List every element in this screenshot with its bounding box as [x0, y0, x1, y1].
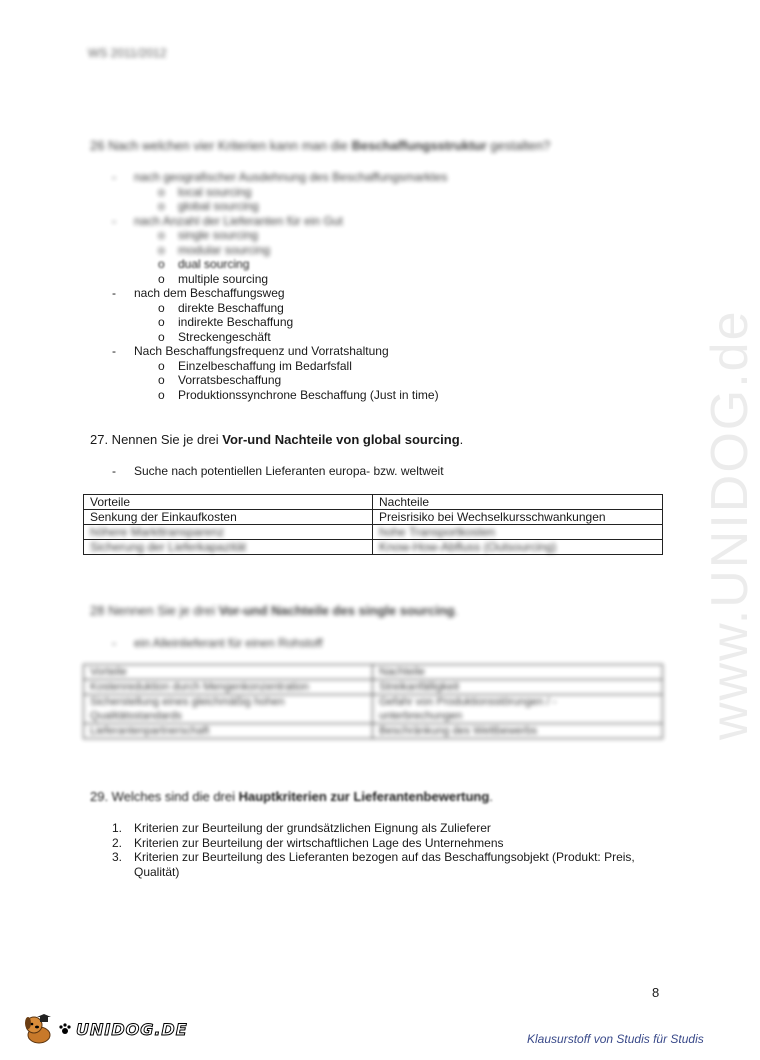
q27-table	[83, 494, 663, 555]
list-item: nach dem Beschaffungsweg	[134, 286, 285, 300]
q29-prefix: 29. Welches sind die drei	[90, 789, 239, 804]
table-cell: Sicherung der Lieferkapazität	[84, 540, 373, 555]
q26-bold: Beschaffungsstruktur	[351, 138, 487, 153]
q26-prefix: 26 Nach welchen vier Kriterien kann man die	[90, 138, 352, 153]
semester-header: WS 2011/2012	[88, 46, 167, 60]
dash: -	[112, 344, 116, 358]
unidog-logo	[22, 1012, 188, 1046]
table-cell: Preisrisiko bei Wechselkursschwankungen	[373, 510, 663, 525]
sub-item: Produktionssynchrone Beschaffung (Just in time)	[178, 387, 439, 402]
logo-text: UNIDOG.DE	[76, 1019, 188, 1039]
dash: -	[112, 170, 116, 184]
list-item: Kriterien zur Beurteilung der wirtschaftlichen Lage des Unternehmens	[134, 835, 504, 850]
dash: -	[112, 286, 116, 300]
table-cell: Know-How-Abfluss (Outsourcing)	[373, 540, 663, 555]
question-29	[90, 789, 493, 804]
sub-item: multiple sourcing	[178, 271, 269, 286]
table-header: Vorteile	[84, 665, 373, 680]
note-text: Suche nach potentiellen Lieferanten europa- bzw. weltweit	[134, 464, 444, 478]
sub-item: modular sourcing	[178, 242, 271, 257]
table-header: Vorteile	[84, 495, 373, 510]
list-item: Kriterien zur Beurteilung der grundsätzlichen Eignung als Zulieferer	[134, 821, 491, 835]
table-cell: Senkung der Einkaufkosten	[84, 510, 373, 525]
q27-suffix: .	[459, 432, 464, 447]
table-cell: Sicherstellung eines gleichmäßig hohen Qualitätsstandards	[84, 695, 373, 724]
q28-bold: Vor-und Nachteile des single sourcing	[218, 603, 455, 618]
table-cell: Beschränkung des Wettbewerbs	[373, 724, 663, 739]
table-cell: Kostenreduktion durch Mengenkonzentration	[84, 680, 373, 695]
question-28	[90, 603, 458, 618]
list-number: 2.	[112, 835, 123, 850]
q26-list: - nach geografischer Ausdehnung des Beschaffungsmarktes o local sourcing o global sourcing - nach Anzahl der Lieferanten für ein Gut o single sourcing o modular sourcing o dual sourcing o multiple sourcing - nach dem Beschaffungsweg o direkte Beschaffung o indirekte Beschaffung o Streckengeschäft - Nach Beschaffungsfrequenz und Vorratshaltung o Einzelbeschaffung im Bedarfsfall o Vorratsbeschaffung o Produktionssynchrone Beschaffung (Just in time)	[112, 170, 448, 402]
dog-icon	[22, 1013, 56, 1045]
note-text: ein Alleinlieferant für einen Rohstoff	[134, 636, 323, 650]
q26-suffix: gestalten?	[486, 138, 551, 153]
table-cell: Gefahr von Produktionsstörungen / - unterbrechungen	[373, 695, 663, 724]
table-cell: Lieferantenpartnerschaft	[84, 724, 373, 739]
sub-item: Vorratsbeschaffung	[178, 373, 282, 387]
question-27	[90, 432, 463, 447]
table-cell: höhere Markttransparenz	[84, 525, 373, 540]
table-header: Nachteile	[373, 665, 663, 680]
footer-slogan: Klausurstoff von Studis für Studis	[527, 1032, 704, 1046]
sub-item: direkte Beschaffung	[178, 300, 284, 315]
dash: -	[112, 213, 116, 228]
q28-table	[83, 664, 663, 739]
list-item: nach Anzahl der Lieferanten für ein Gut	[134, 213, 343, 228]
sub-item: local sourcing	[178, 184, 252, 199]
q27-prefix: 27. Nennen Sie je drei	[90, 432, 223, 447]
q29-list	[112, 821, 672, 879]
question-26	[90, 138, 550, 153]
q29-bold: Hauptkriterien zur Lieferantenbewertung	[238, 789, 490, 804]
list-item: Nach Beschaffungsfrequenz und Vorratshaltung	[134, 344, 389, 358]
list-item: nach geografischer Ausdehnung des Beschaffungsmarktes	[134, 170, 448, 184]
sub-item: Einzelbeschaffung im Bedarfsfall	[178, 358, 352, 373]
sub-item: global sourcing	[178, 199, 259, 213]
q28-suffix: .	[454, 603, 459, 618]
sub-item: dual sourcing	[178, 257, 250, 271]
q29-suffix: .	[489, 789, 493, 804]
list-number: 3.	[112, 850, 123, 864]
table-cell: Streikanfälligkeit	[373, 680, 663, 695]
table-cell: hohe Transportkosten	[373, 525, 663, 540]
table-header: Nachteile	[373, 495, 663, 510]
list-number: 1.	[112, 821, 123, 835]
watermark: www.UNIDOG.de	[701, 309, 759, 740]
q27-bold: Vor-und Nachteile von global sourcing	[222, 432, 460, 447]
list-item: Kriterien zur Beurteilung des Lieferanten bezogen auf das Beschaffungsobjekt (Produkt: Preis, Qualität)	[134, 850, 635, 879]
paw-icon	[58, 1022, 72, 1036]
sub-item: Streckengeschäft	[178, 329, 271, 344]
sub-item: indirekte Beschaffung	[178, 315, 294, 329]
page-number: 8	[652, 985, 660, 1000]
sub-item: single sourcing	[178, 228, 259, 242]
q28-prefix: 28 Nennen Sie je drei	[90, 603, 219, 618]
